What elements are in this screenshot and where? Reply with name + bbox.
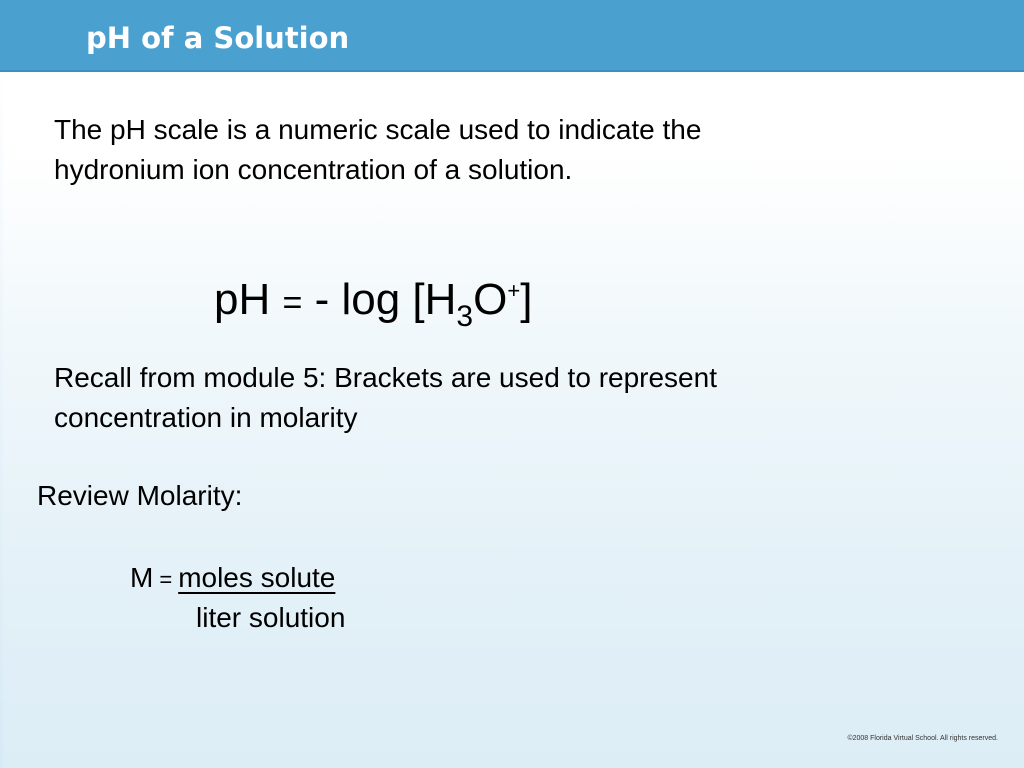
ph-formula: [214, 270, 532, 337]
molarity-numerator: moles solute: [178, 562, 336, 593]
formula-close-bracket: ]: [520, 275, 533, 324]
formula-equals: =: [282, 284, 303, 322]
formula-superscript: +: [507, 278, 521, 303]
intro-line-2: hydronium ion concentration of a solution.: [54, 154, 573, 185]
formula-lhs: pH: [214, 275, 271, 324]
recall-line-2: concentration in molarity: [54, 402, 358, 433]
copyright-notice: ©2008 Florida Virtual School. All rights reserved.: [847, 735, 998, 742]
formula-rhs-prefix: - log [H: [314, 275, 457, 324]
molarity-equation: [130, 558, 335, 600]
review-molarity-label: Review Molarity:: [37, 480, 243, 511]
formula-element: O: [473, 275, 508, 324]
slide-title: pH of a Solution: [86, 21, 350, 55]
recall-line-1: Recall from module 5: Brackets are used to represent: [54, 362, 717, 393]
left-edge-accent: [0, 72, 3, 768]
molarity-equals: =: [159, 567, 173, 592]
title-bar: [0, 0, 1024, 72]
intro-line-1: The pH scale is a numeric scale used to indicate the: [54, 114, 702, 145]
molarity-denominator: liter solution: [196, 602, 346, 633]
molarity-symbol: M: [130, 562, 154, 593]
formula-subscript: 3: [456, 300, 474, 333]
